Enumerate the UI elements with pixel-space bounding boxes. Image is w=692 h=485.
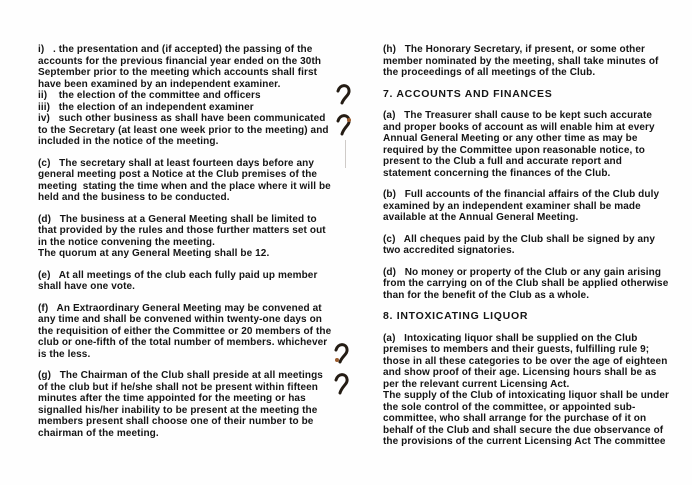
clause-7c: (c) All cheques paid by the Club shall be signed by any two accredited signatories. xyxy=(383,233,658,256)
binder-string-mark-icon xyxy=(333,342,351,370)
left-page-column xyxy=(38,44,335,449)
clause-i: i) . the presentation and (if accepted) the passing of the accounts for the previous financial year ended on the 30th September prior to the meeting which accounts shall first have been examined by an independent examiner. xyxy=(38,44,324,90)
clause-h: (h) The Honorary Secretary, if present, or some other member nominated by the meeting, shall take minutes of the proceedings of all meetings of the Club. xyxy=(383,44,662,78)
binder-string-mark-icon xyxy=(333,372,351,400)
clause-8a-supply: The supply of the Club of intoxicating liquor shall be under the sole control of the committee, or appointed sub-committee, who shall arrange for the purchase of it on behalf of the Club and shall secure the due observance of the provisions of the current Licensing Act The committee xyxy=(383,390,672,447)
binder-string-mark-icon xyxy=(335,113,353,141)
clause-ii: ii) the election of the committee and officers xyxy=(38,90,261,101)
clause-7d: (d) No money or property of the Club or any gain arising from the carrying on of the Club shall be applied otherwise than for the benefit of the Club as a whole. xyxy=(383,266,672,301)
clause-c: (c) The secretary shall at least fourteen days before any general meeting post a Notice at the Club premises of the meeting stating the time when and the place where it will be held and the business to be conducted. xyxy=(38,157,334,203)
clause-e: (e) At all meetings of the club each fully paid up member shall have one vote. xyxy=(38,269,321,292)
clause-d-quorum: The quorum at any General Meeting shall be 12. xyxy=(38,248,270,259)
right-page-column xyxy=(383,44,671,458)
clause-iii: iii) the election of an independent examiner xyxy=(38,101,254,113)
page-crease-line xyxy=(345,140,346,168)
clause-d: (d) The business at a General Meeting shall be limited to that provided by the rules and those further matters set out in the notice convening the meeting. xyxy=(38,213,329,248)
clause-iv: iv) such other business as shall have been communicated to the Secretary (at least one week prior to the meeting) and included in the notice of the meeting. xyxy=(38,113,332,147)
clause-7b: (b) Full accounts of the financial affairs of the Club duly examined by an independent examiner shall be made available at the Annual General Meeting. xyxy=(383,189,663,223)
binder-string-mark-icon xyxy=(335,83,353,111)
clause-8a: (a) Intoxicating liquor shall be supplied on the Club premises to members and their guests, fulfilling rule 9; those in all these categories to be over the age of eighteen and show proof of their age. Licensing hours shall be as per the relevant current Licensing Act. xyxy=(383,332,671,390)
clause-7a: (a) The Treasurer shall cause to be kept such accurate and proper books of account as will enable him at every Annual General Meeting or any other time as may be required by the Committee upon reasonable notice, to present to the Club a full and accurate report and statement concerning the finances of the Club. xyxy=(383,110,658,179)
section-7-heading: 7. ACCOUNTS AND FINANCES xyxy=(383,87,553,100)
section-8-heading: 8. INTOXICATING LIQUOR xyxy=(383,310,529,322)
clause-g: (g) The Chairman of the Club shall preside at all meetings of the club but if he/she shall not be present within fifteen minutes after the time appointed for the meeting or has signalled his/her inability to be present at the meeting the members present shall choose one of their number to be chairman of the meeting. xyxy=(38,370,326,439)
clause-f: (f) An Extraordinary General Meeting may be convened at any time and shall be convened within twenty-one days on the requisition of either the Committee or 20 members of the club or one-fifth of the total number of members. whichever is the less. xyxy=(38,302,335,360)
